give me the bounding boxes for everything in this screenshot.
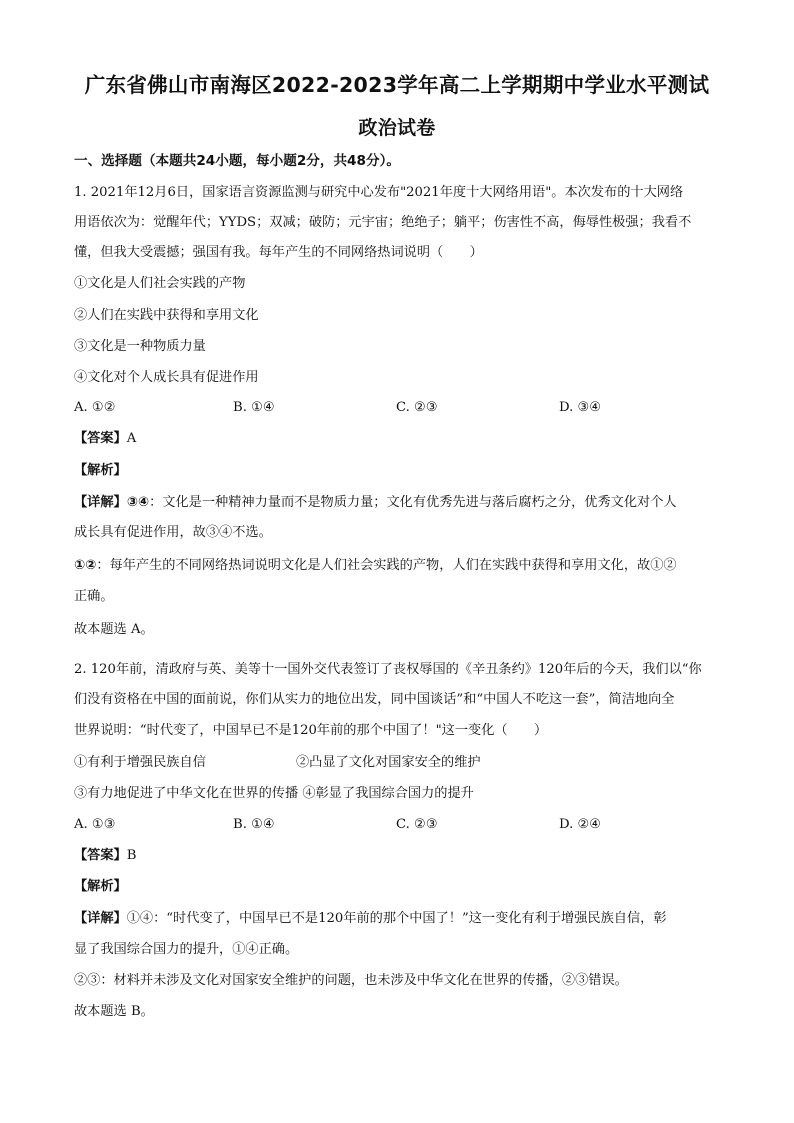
- q2-stem-line-1: 2. 120年前，清政府与英、美等十一国外交代表签订了丧权辱国的《辛丑条约》120年后的今天，我们以“你: [74, 662, 702, 677]
- q1-options: [74, 398, 724, 418]
- q2-detail-line-2: 显了我国综合国力的提升，①④正确。: [74, 942, 299, 957]
- q1-stem-line-1: 1. 2021年12月6日，国家语言资源监测与研究中心发布"2021年度十大网络用语"。本次发布的十大网络: [74, 185, 684, 200]
- q2-stem-line-2: 们没有资格在中国的面前说，你们从实力的地位出发，同中国谈话”和“中国人不吃这一套”，简洁地向全: [74, 692, 675, 707]
- q1-answer: [74, 429, 724, 449]
- q1-option-d: D. ③④: [559, 400, 602, 415]
- q2-answer: [74, 846, 724, 866]
- exam-subtitle: 政治试卷: [358, 117, 436, 139]
- q1-detail-line-1: [74, 493, 724, 513]
- q2-detail-tag: 【详解】: [74, 911, 127, 926]
- q2-conclusion: 故本题选 B。: [74, 1004, 154, 1019]
- q2-item-2: ②凸显了文化对国家安全的维护: [296, 755, 481, 770]
- q1-detail-line-4: 正确。: [74, 589, 114, 604]
- q2-option-c: C. ②③: [396, 817, 438, 832]
- q1-answer-value: A: [126, 431, 137, 446]
- q2-detail-line-3: ②③：材料并未涉及文化对国家安全维护的问题，也未涉及中华文化在世界的传播，②③错误。: [74, 973, 628, 988]
- q2-option-b: B. ①④: [233, 817, 275, 832]
- q1-analysis-label: 【解析】: [74, 463, 127, 478]
- q1-detail-text-1: ：文化是一种精神力量而不是物质力量；文化有优秀先进与落后腐朽之分，优秀文化对个人: [149, 495, 677, 510]
- q1-item-4: ④文化对个人成长具有促进作用: [74, 370, 259, 385]
- q2-option-d: D. ②④: [559, 817, 602, 832]
- q2-items-row-1: [74, 753, 724, 773]
- q1-option-a: A. ①②: [74, 400, 116, 415]
- q2-analysis-tag: [74, 877, 724, 897]
- q1-option-c: C. ②③: [396, 400, 438, 415]
- q2-items-row-2: ③有力地促进了中华文化在世界的传播 ④彰显了我国综合国力的提升: [74, 786, 474, 801]
- q2-item-1: ①有利于增强民族自信: [74, 755, 206, 770]
- q2-stem-line-3: 世界说明：“时代变了，中国早已不是120年前的那个中国了！"这一变化（ ）: [74, 723, 548, 738]
- q2-analysis-label: 【解析】: [74, 879, 127, 894]
- q1-conclusion: 故本题选 A。: [74, 622, 154, 637]
- q1-item-3: ③文化是一种物质力量: [74, 339, 206, 354]
- q2-detail-text-1: ①④：“时代变了，中国早已不是120年前的那个中国了！”这一变化有利于增强民族自信，彰: [126, 911, 667, 926]
- q1-detail-lead-1: ③④: [126, 495, 150, 510]
- q2-answer-value: B: [126, 848, 137, 863]
- q2-option-a: A. ①③: [74, 817, 116, 832]
- q1-stem-line-2: 用语依次为：觉醒年代；YYDS；双减；破防；元宇宙；绝绝子；躺平；伤害性不高，侮辱性极强；我看不: [74, 215, 692, 230]
- q2-options: [74, 815, 724, 835]
- section-heading: 一、选择题（本题共24小题，每小题2分，共48分）。: [74, 153, 400, 169]
- q1-answer-tag: 【答案】: [74, 431, 127, 446]
- q2-detail-line-1: [74, 909, 724, 929]
- q1-option-b: B. ①④: [233, 400, 275, 415]
- q1-detail-tag: 【详解】: [74, 495, 127, 510]
- q2-answer-tag: 【答案】: [74, 848, 127, 863]
- q1-item-2: ②人们在实践中获得和享用文化: [74, 308, 259, 323]
- q1-analysis-tag: [74, 461, 724, 481]
- q1-detail-lead-2: ①②: [74, 558, 97, 573]
- q1-detail-line-2: 成长具有促进作用，故③④不选。: [74, 525, 272, 540]
- exam-title: 广东省佛山市南海区2022-2023学年高二上学期期中学业水平测试: [84, 73, 710, 97]
- q1-item-1: ①文化是人们社会实践的产物: [74, 276, 246, 291]
- q1-detail-text-2: ：每年产生的不同网络热词说明文化是人们社会实践的产物，人们在实践中获得和享用文化，故①②: [96, 558, 677, 573]
- q1-stem-line-3: 懂，但我大受震撼；强国有我。每年产生的不同网络热词说明（ ）: [74, 245, 483, 260]
- q1-detail-line-3: [74, 556, 724, 576]
